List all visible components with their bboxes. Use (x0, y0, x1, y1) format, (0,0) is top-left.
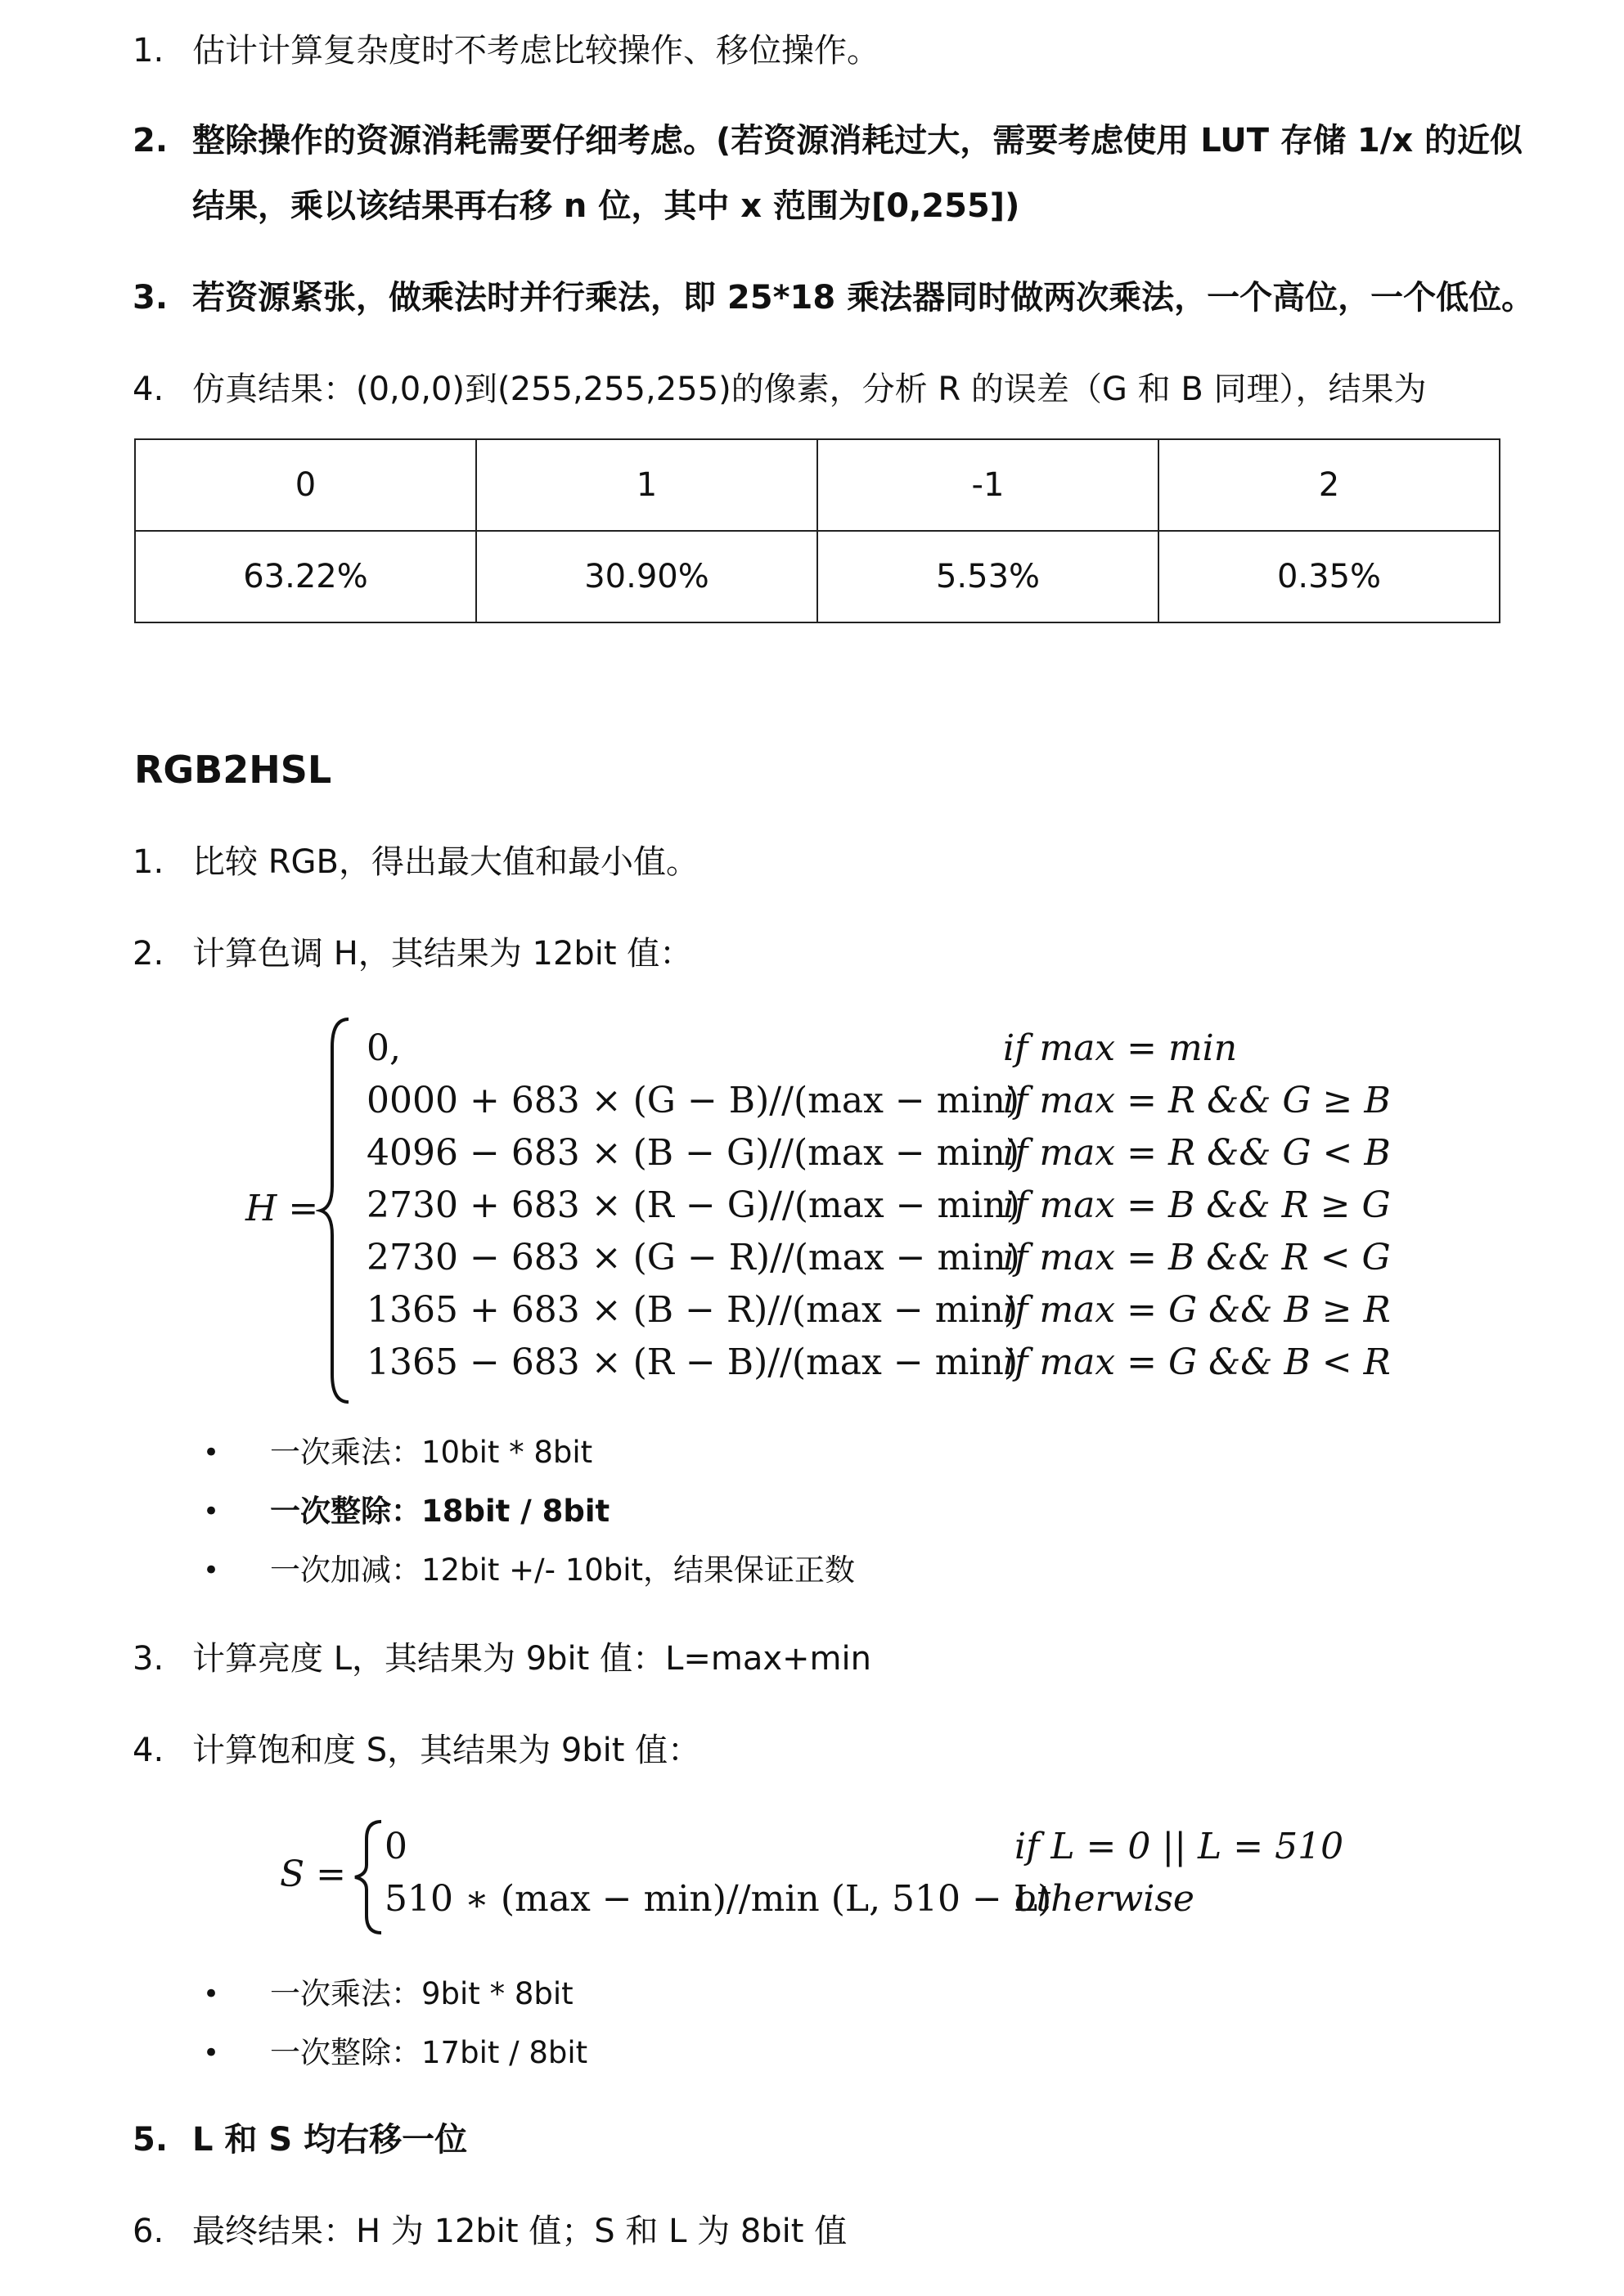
h-formula-expr: 2730 − 683 × (G − R)//(max − min) (367, 1237, 1020, 1278)
h-formula-expr: 4096 − 683 × (B − G)//(max − min) (367, 1132, 1020, 1174)
list-number: 3. (133, 279, 169, 317)
table-cell: 1 (476, 439, 817, 531)
list-item-text: 仿真结果：(0,0,0)到(255,255,255)的像素，分析 R 的误差（G 和 B 同理），结果为 (192, 371, 1427, 408)
bullet-text: 一次加减：12bit +/- 10bit，结果保证正数 (270, 1552, 856, 1588)
list-number: 3. (133, 1640, 164, 1678)
table-cell: 5.53% (817, 531, 1158, 622)
list-number: 4. (133, 1732, 164, 1769)
bullet-icon: • (203, 1495, 220, 1528)
list-item-continuation: 结果，乘以该结果再右移 n 位，其中 x 范围为[0,255]) (192, 187, 1020, 225)
table-header-row (135, 439, 1500, 531)
s-formula-cond: if L = 0 || L = 510 (1014, 1826, 1344, 1867)
section-heading: RGB2HSL (134, 748, 332, 792)
left-brace-icon (350, 1817, 388, 1937)
table-cell: -1 (817, 439, 1158, 531)
list-number: 1. (133, 32, 164, 70)
step-text: 计算色调 H，其结果为 12bit 值： (192, 935, 693, 973)
list-number: 6. (133, 2213, 164, 2250)
list-item-text: 整除操作的资源消耗需要仔细考虑。(若资源消耗过大，需要考虑使用 LUT 存储 1/x 的近似 (192, 122, 1523, 160)
h-formula-cond: if max = R && G ≥ B (1003, 1080, 1391, 1121)
h-formula-cond: if max = B && R < G (1003, 1237, 1391, 1278)
h-formula-expr: 0000 + 683 × (G − B)//(max − min) (367, 1080, 1020, 1121)
left-brace-icon (316, 1014, 357, 1407)
h-formula-cond: if max = G && B < R (1003, 1341, 1391, 1383)
bullet-icon: • (203, 1554, 220, 1587)
list-number: 1. (133, 843, 164, 881)
list-item-text: 估计计算复杂度时不考虑比较操作、移位操作。 (192, 32, 879, 70)
table-cell: 2 (1158, 439, 1500, 531)
bullet-icon: • (203, 1436, 220, 1469)
s-formula-expr: 510 ∗ (max − min)//min (L, 510 − L) (385, 1878, 1052, 1920)
bullet-text: 一次乘法：10bit * 8bit (270, 1435, 593, 1470)
h-formula-cond: if max = min (1003, 1027, 1238, 1069)
bullet-text: 一次整除：18bit / 8bit (270, 1494, 610, 1529)
step-text: 计算饱和度 S，其结果为 9bit 值： (192, 1732, 701, 1769)
error-distribution-table (134, 438, 1500, 623)
step-text: 计算亮度 L，其结果为 9bit 值：L=max+min (192, 1640, 871, 1678)
formula-lhs: H = (245, 1188, 319, 1229)
list-number: 2. (133, 935, 164, 973)
list-number: 4. (133, 371, 164, 408)
table-row (135, 531, 1500, 622)
list-number: 5. (133, 2121, 169, 2159)
bullet-text: 一次整除：17bit / 8bit (270, 2035, 588, 2070)
bullet-text: 一次乘法：9bit * 8bit (270, 1976, 574, 2011)
bullet-icon: • (203, 1978, 220, 2011)
s-formula-cond: otherwise (1014, 1878, 1194, 1920)
formula-lhs: S = (280, 1853, 346, 1895)
h-formula-expr: 1365 − 683 × (R − B)//(max − min) (367, 1341, 1018, 1383)
h-formula-cond: if max = G && B ≥ R (1003, 1289, 1391, 1331)
h-formula-cond: if max = B && R ≥ G (1003, 1184, 1391, 1226)
s-formula-expr: 0 (385, 1826, 407, 1867)
h-formula-expr: 2730 + 683 × (R − G)//(max − min) (367, 1184, 1020, 1226)
h-formula-expr: 0, (367, 1027, 401, 1069)
step-text: L 和 S 均右移一位 (192, 2121, 468, 2159)
table-cell: 0 (135, 439, 476, 531)
table-cell: 0.35% (1158, 531, 1500, 622)
h-formula-cond: if max = R && G < B (1003, 1132, 1391, 1174)
step-text: 比较 RGB，得出最大值和最小值。 (192, 843, 699, 881)
table-cell: 30.90% (476, 531, 817, 622)
bullet-icon: • (203, 2037, 220, 2069)
list-number: 2. (133, 122, 169, 160)
table-cell: 63.22% (135, 531, 476, 622)
list-item-text: 若资源紧张，做乘法时并行乘法，即 25*18 乘法器同时做两次乘法，一个高位，一个低位。 (192, 279, 1535, 317)
h-formula-expr: 1365 + 683 × (B − R)//(max − min) (367, 1289, 1018, 1331)
step-text: 最终结果：H 为 12bit 值；S 和 L 为 8bit 值 (192, 2213, 848, 2250)
